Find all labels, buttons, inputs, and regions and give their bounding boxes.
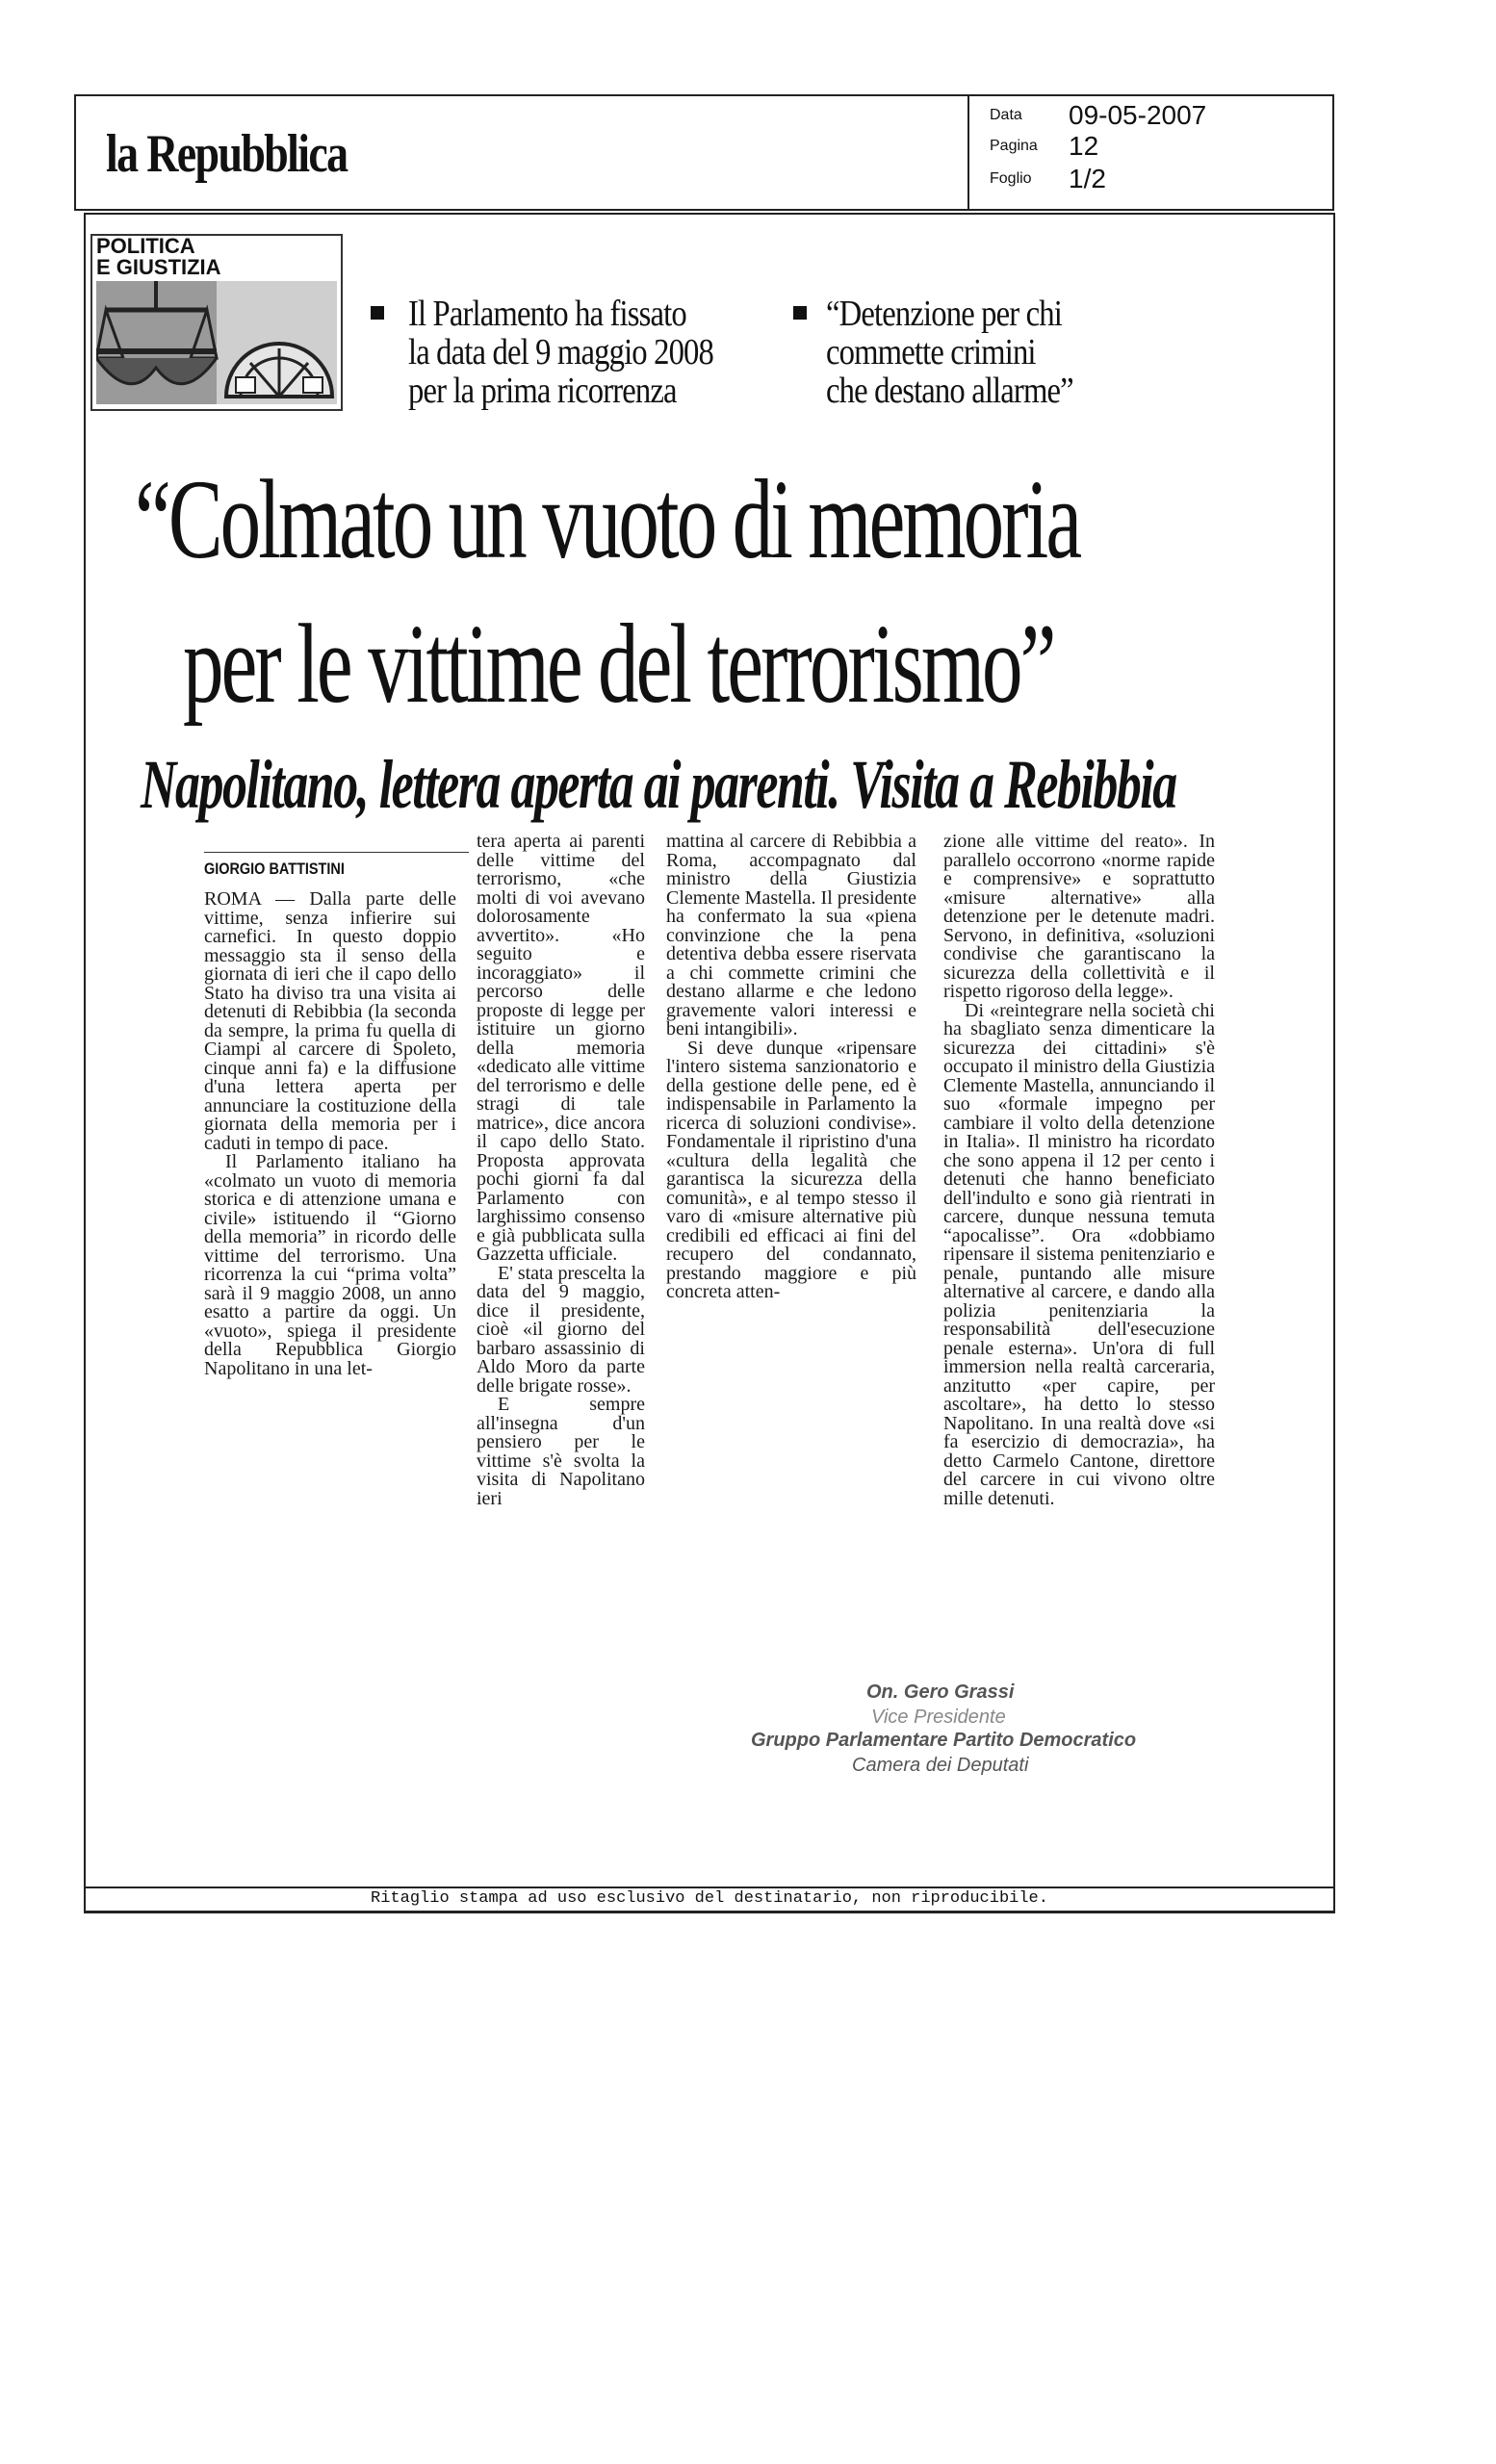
section-title [96, 236, 221, 278]
date-value: 09-05-2007 [1069, 100, 1207, 130]
article-column-3 [666, 833, 916, 1302]
paragraph: mattina al carcere di Rebibbia a Roma, accompagnato dal ministro della Giustizia Clemente Mastella. Il presidente ha confermato la sua «piena convinzione che la pena detentiva debba essere riservata a chi commette crimini che destano allarme e che ledono gravemente valori interessi e beni intangibili». [666, 831, 916, 1040]
subheadline: Napolitano, lettera aperta ai parenti. Visita a Rebibbia [141, 746, 1176, 823]
section-line-1: POLITICA [96, 234, 195, 258]
paragraph: E sempre all'insegna d'un pensiero per le vittime s'è svolta la visita di Napolitano ieri [477, 1394, 645, 1509]
paragraph: ROMA — Dalla parte delle vittime, senza infierire sui carnefici. In questo doppio messaggio sta il senso della giornata di ieri che il capo dello Stato ha diviso tra una visita ai detenuti di Rebibbia (la seconda da sempre, la prima fu quella di Ciampi al carcere di Spoleto, cinque anni fa) e la diffusione d'una lettera aperta per annunciare la costituzione della giornata della memoria per i caduti in tempo di pace. [204, 888, 456, 1154]
stamp-chamber: Camera dei Deputati [852, 1755, 1029, 1776]
kicker-left-line: la data del 9 maggio 2008 [408, 332, 714, 372]
justice-scales-icon [96, 281, 337, 404]
paragraph: zione alle vittime del reato». In parallelo occorrono «norme rapide e comprensive» e soprattutto «misure alternative» alla detenzione per le detenute madri. Servono, in definitiva, «soluzioni condivise che garantiscano la sicurezza della collettività e il rispetto rigoroso della legge». [943, 831, 1215, 1002]
footer-note: Ritaglio stampa ad uso esclusivo del destinatario, non riproducibile. [371, 1889, 1048, 1908]
sheet-row [990, 164, 1106, 194]
paragraph: E' stata prescelta la data del 9 maggio, dice il presidente, cioè «il giorno del barbaro assassinio di Aldo Moro da parte delle brigate rosse». [477, 1262, 645, 1397]
kicker-left-line: per la prima ricorrenza [408, 371, 677, 411]
article-column-2 [477, 833, 645, 1508]
date-label: Data [990, 107, 1022, 123]
sheet-value: 1/2 [1069, 164, 1106, 193]
kicker-right-line: commette crimini [826, 332, 1036, 372]
kicker-right [826, 295, 1073, 410]
page-label: Pagina [990, 138, 1038, 154]
article-column-4 [943, 833, 1215, 1508]
kicker-left [408, 295, 713, 410]
date-row [990, 100, 1206, 131]
section-line-2: E GIUSTIZIA [96, 255, 221, 279]
byline: GIORGIO BATTISTINI [204, 860, 345, 878]
bullet-icon [371, 306, 384, 320]
article-column-1 [204, 890, 456, 1378]
paragraph: Si deve dunque «ripensare l'intero sistema sanzionatorio e della gestione delle pene, ed è indispensabile in Parlamento la ricerca di soluzioni condivise». Fondamentale il ripristino d'una «cultura della legalità che garantisca la sicurezza della comunità», e al tempo stesso il varo di «misure alternative più credibili ed efficaci ai fini del recupero del condannato, prestando maggiore e più concreta atten- [666, 1037, 916, 1302]
kicker-right-line: che destano allarme” [826, 371, 1073, 411]
kicker-right-line: “Detenzione per chi [826, 294, 1062, 334]
stamp-role: Vice Presidente [871, 1707, 1006, 1728]
kicker-left-line: Il Parlamento ha fissato [408, 294, 686, 334]
paragraph: Di «reintegrare nella società chi ha sbagliato senza dimenticare la sicurezza dei cittadini» s'è occupato il ministro della Giustizia Clemente Mastella, annunciando il suo «formale impegno per cambiare il volto della detenzione in Italia». Il ministro ha ricordato che sono appena il 12 per cento i detenuti che hanno beneficiato dell'indulto e sono già rientrati in carcere, dunque nessuna temuta “apocalisse”. Ora «dobbiamo ripensare il sistema penitenziario e penale, puntando alle misure alternative al carcere, e dando alla polizia penitenziaria la responsabilità dell'esecuzione penale esterna». Un'ora di full immersion nella realtà carceraria, anzitutto «per capire, per ascoltare», ha detto lo stesso Napolitano. In una realtà dove «si fa esercizio di democrazia», ha detto Carmelo Cantone, direttore del carcere in cui vivono oltre mille detenuti. [943, 999, 1215, 1509]
page-row [990, 131, 1098, 162]
headline-line-2: per le vittime del terrorismo” [183, 601, 1054, 727]
paragraph: Il Parlamento italiano ha «colmato un vuoto di memoria storica e di attenzione umana e civile» istituendo il “Giorno della memoria” in ricordo delle vittime del terrorismo. Una ricorrenza la cui “prima volta” sarà il 9 maggio 2008, un anno esatto a partire da oggi. Un «vuoto», spiega il presidente della Repubblica Giorgio Napolitano in una let- [204, 1151, 456, 1379]
headline-line-1: “Colmato un vuoto di memoria [135, 456, 1080, 582]
bullet-icon [793, 306, 807, 320]
byline-rule [204, 852, 469, 853]
sheet-label: Foglio [990, 170, 1032, 187]
page-value: 12 [1069, 131, 1099, 161]
newspaper-logo: la Repubblica [106, 124, 348, 184]
stamp-group: Gruppo Parlamentare Partito Democratico [751, 1730, 1137, 1751]
stamp-name: On. Gero Grassi [866, 1681, 1015, 1703]
paragraph: tera aperta ai parenti delle vittime del terrorismo, «che molti di voi avevano dolorosamente avvertito». «Ho seguito e incoraggiato» il percorso delle proposte di legge per istituire un giorno della memoria «dedicato alle vittime del terrorismo e delle stragi di tale matrice», dice ancora il capo dello Stato. Proposta approvata pochi giorni fa dal Parlamento con larghissimo consenso e già pubblicata sulla Gazzetta ufficiale. [477, 831, 645, 1265]
